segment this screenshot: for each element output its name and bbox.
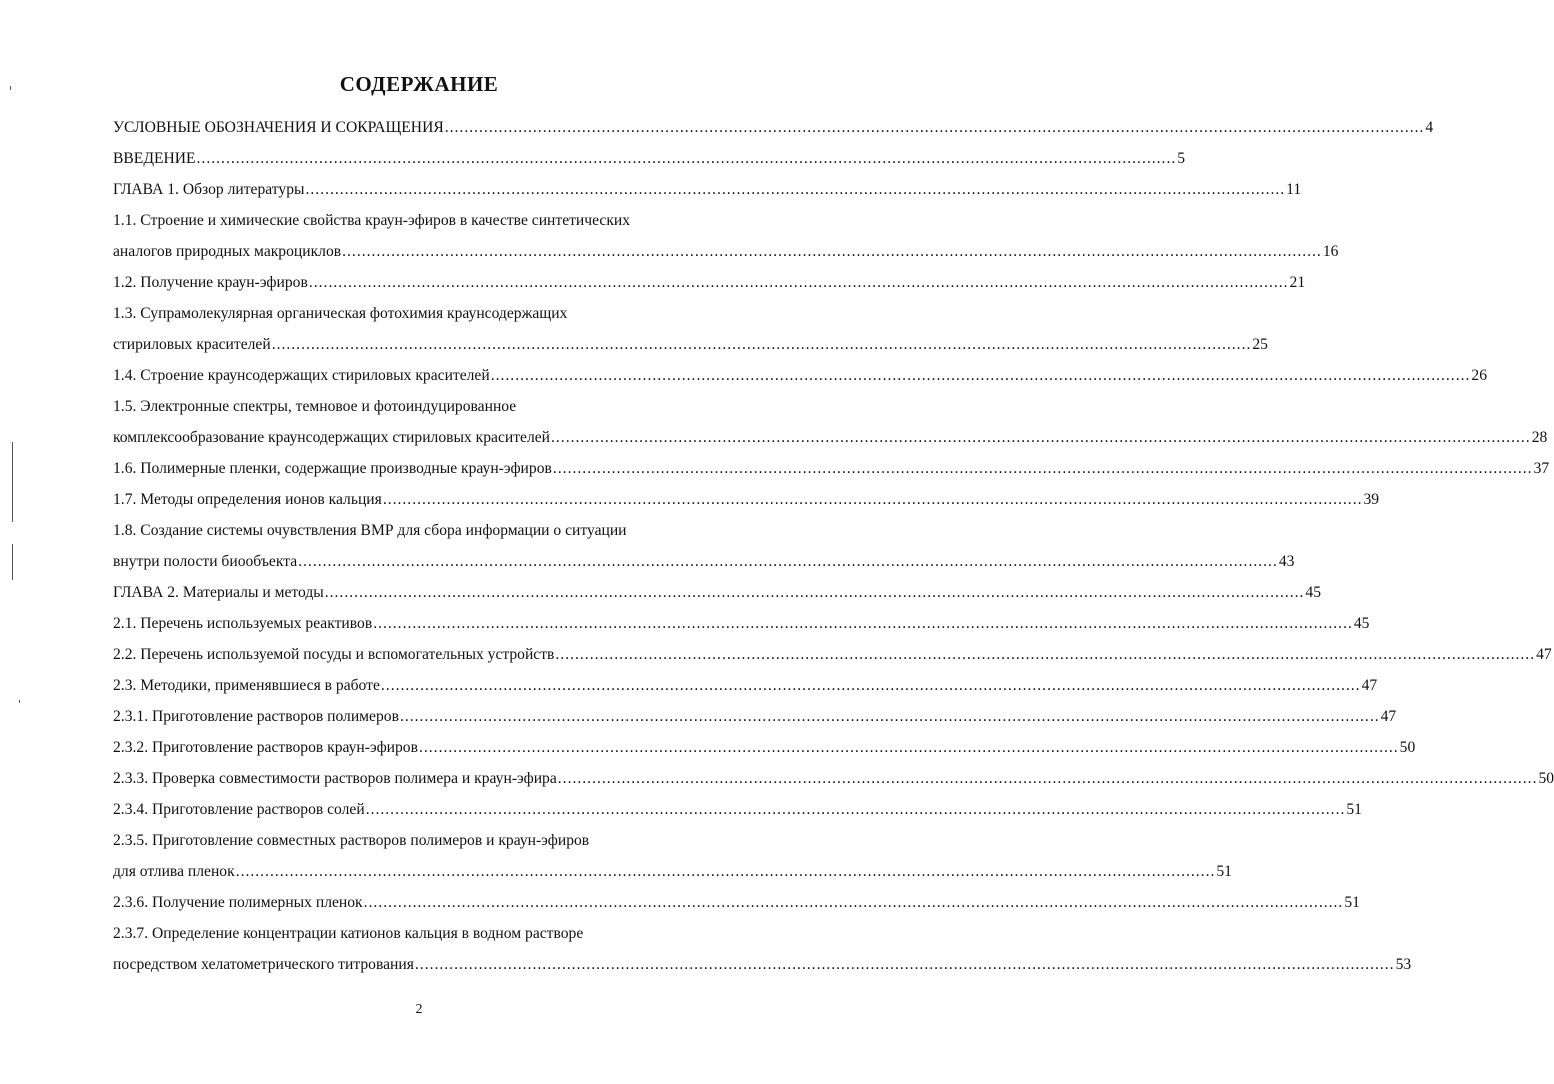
toc-entry-page: 51 bbox=[1346, 801, 1362, 818]
toc-entry-page: 28 bbox=[1531, 429, 1548, 446]
toc-entry-text: 2.3.5. Приготовление совместных растворов полимеров и краун-эфиров bbox=[113, 832, 590, 849]
scan-margin-mark bbox=[12, 544, 13, 580]
toc-entry bbox=[113, 695, 1397, 726]
toc-entry-page: 39 bbox=[1363, 491, 1380, 508]
toc-leader-dots: ........................................................................................................................................................................................................ bbox=[324, 584, 1305, 601]
toc-entry bbox=[113, 943, 1412, 974]
toc-entry-text: посредством хелатометрического титрования bbox=[113, 956, 414, 973]
toc-entry-text: 1.7. Методы определения ионов кальция bbox=[113, 491, 382, 508]
toc-entry-text: УСЛОВНЫЕ ОБОЗНАЧЕНИЯ И СОКРАЩЕНИЯ bbox=[113, 119, 444, 136]
toc-entry-page: 25 bbox=[1252, 336, 1268, 353]
toc-entry-text: 1.4. Строение краунсодержащих стириловых красителей bbox=[113, 367, 490, 384]
table-of-contents bbox=[113, 106, 1554, 974]
toc-leader-dots: ........................................................................................................................................................................................................ bbox=[557, 770, 1538, 787]
toc-entry bbox=[113, 788, 1362, 819]
toc-entry-page: 50 bbox=[1399, 739, 1416, 756]
toc-entry-page: 50 bbox=[1538, 770, 1554, 787]
toc-entry-page: 51 bbox=[1216, 863, 1232, 880]
toc-entry-text: ГЛАВА 1. Обзор литературы bbox=[113, 181, 305, 198]
toc-entry bbox=[113, 819, 733, 850]
toc-entry-page: 53 bbox=[1395, 956, 1412, 973]
toc-leader-dots: ........................................................................................................................................................................................................ bbox=[196, 150, 1177, 167]
toc-entry bbox=[113, 323, 1268, 354]
toc-entry-page: 16 bbox=[1322, 243, 1339, 260]
toc-entry-page: 45 bbox=[1305, 584, 1322, 601]
toc-entry-text: 1.2. Получение краун-эфиров bbox=[113, 274, 308, 291]
toc-entry-text: 1.6. Полимерные пленки, содержащие производные краун-эфиров bbox=[113, 460, 552, 477]
toc-leader-dots: ........................................................................................................................................................................................................ bbox=[418, 739, 1399, 756]
toc-entry bbox=[113, 664, 1378, 695]
toc-entry bbox=[113, 199, 733, 230]
toc-entry bbox=[113, 912, 733, 943]
toc-leader-dots: ........................................................................................................................................................................................................ bbox=[490, 367, 1471, 384]
toc-entry-page: 37 bbox=[1533, 460, 1550, 477]
toc-entry-page: 47 bbox=[1380, 708, 1397, 725]
toc-entry-text: стириловых красителей bbox=[113, 336, 271, 353]
toc-entry-page: 51 bbox=[1344, 894, 1360, 911]
toc-entry-text: ГЛАВА 2. Материалы и методы bbox=[113, 584, 324, 601]
toc-leader-dots: ........................................................................................................................................................................................................ bbox=[444, 119, 1425, 136]
toc-leader-dots: ........................................................................................................................................................................................................ bbox=[414, 956, 1395, 973]
toc-entry-page: 47 bbox=[1536, 646, 1552, 663]
toc-entry-page: 4 bbox=[1425, 119, 1434, 136]
toc-entry-text: 1.1. Строение и химические свойства краун-эфиров в качестве синтетических bbox=[113, 212, 631, 229]
toc-entry bbox=[113, 726, 1416, 757]
toc-entry-text: 2.1. Перечень используемых реактивов bbox=[113, 615, 373, 632]
scan-margin-mark bbox=[19, 700, 20, 703]
toc-entry-text: 1.3. Супрамолекулярная органическая фотохимия краунсодержащих bbox=[113, 305, 568, 322]
toc-entry-text: 2.2. Перечень используемой посуды и вспомогательных устройств bbox=[113, 646, 555, 663]
toc-entry bbox=[113, 292, 733, 323]
toc-leader-dots: ........................................................................................................................................................................................................ bbox=[551, 429, 1531, 446]
toc-entry bbox=[113, 540, 1295, 571]
toc-leader-dots: ........................................................................................................................................................................................................ bbox=[271, 336, 1252, 353]
toc-entry bbox=[113, 509, 733, 540]
toc-entry-text: внутри полости биообъекта bbox=[113, 553, 298, 570]
toc-entry bbox=[113, 416, 1548, 447]
toc-leader-dots: ........................................................................................................................................................................................................ bbox=[305, 181, 1286, 198]
toc-entry-text: для отлива пленок bbox=[113, 863, 235, 880]
scan-margin-mark bbox=[10, 86, 11, 90]
toc-entry bbox=[113, 354, 1487, 385]
toc-leader-dots: ........................................................................................................................................................................................................ bbox=[373, 615, 1353, 632]
toc-entry-page: 5 bbox=[1177, 150, 1186, 167]
toc-leader-dots: ........................................................................................................................................................................................................ bbox=[363, 894, 1344, 911]
toc-entry-text: 2.3.4. Приготовление растворов солей bbox=[113, 801, 365, 818]
toc-entry bbox=[113, 478, 1380, 509]
toc-leader-dots: ........................................................................................................................................................................................................ bbox=[382, 491, 1363, 508]
toc-leader-dots: ........................................................................................................................................................................................................ bbox=[399, 708, 1380, 725]
toc-entry-page: 45 bbox=[1353, 615, 1370, 632]
toc-entry bbox=[113, 602, 1370, 633]
toc-entry bbox=[113, 850, 1232, 881]
page-title: СОДЕРЖАНИЕ bbox=[339, 72, 499, 96]
toc-leader-dots: ........................................................................................................................................................................................................ bbox=[552, 460, 1533, 477]
toc-leader-dots: ........................................................................................................................................................................................................ bbox=[342, 243, 1322, 260]
toc-leader-dots: ........................................................................................................................................................................................................ bbox=[365, 801, 1346, 818]
toc-entry-text: комплексообразование краунсодержащих стириловых красителей bbox=[113, 429, 550, 446]
toc-entry bbox=[113, 757, 1554, 788]
toc-entry-text: 1.8. Создание системы очувствления ВМР для сбора информации о ситуации bbox=[113, 522, 627, 539]
toc-entry bbox=[113, 633, 1552, 664]
toc-entry-page: 11 bbox=[1286, 181, 1302, 198]
toc-leader-dots: ........................................................................................................................................................................................................ bbox=[235, 863, 1216, 880]
toc-leader-dots: ........................................................................................................................................................................................................ bbox=[555, 646, 1536, 663]
toc-entry bbox=[113, 168, 1302, 199]
toc-entry-text: аналогов природных макроциклов bbox=[113, 243, 342, 260]
toc-entry-text: 2.3.1. Приготовление растворов полимеров bbox=[113, 708, 399, 725]
toc-entry bbox=[113, 571, 1322, 602]
page-number: 2 bbox=[415, 1002, 423, 1017]
toc-entry-text: 2.3.6. Получение полимерных пленок bbox=[113, 894, 363, 911]
toc-entry-text: 2.3. Методики, применявшиеся в работе bbox=[113, 677, 380, 694]
toc-entry-page: 43 bbox=[1278, 553, 1295, 570]
toc-entry-page: 26 bbox=[1471, 367, 1487, 384]
scan-margin-mark bbox=[12, 442, 13, 522]
toc-entry bbox=[113, 385, 733, 416]
toc-entry-text: 2.3.2. Приготовление растворов краун-эфиров bbox=[113, 739, 418, 756]
toc-entry-text: 2.3.7. Определение концентрации катионов кальция в водном растворе bbox=[113, 925, 584, 942]
toc-leader-dots: ........................................................................................................................................................................................................ bbox=[298, 553, 1278, 570]
toc-entry-text: ВВЕДЕНИЕ bbox=[113, 150, 196, 167]
toc-entry bbox=[113, 261, 1306, 292]
toc-entry bbox=[113, 881, 1360, 912]
toc-entry bbox=[113, 137, 1186, 168]
toc-entry-text: 2.3.3. Проверка совместимости растворов полимера и краун-эфира bbox=[113, 770, 557, 787]
toc-leader-dots: ........................................................................................................................................................................................................ bbox=[308, 274, 1289, 291]
toc-entry-page: 21 bbox=[1289, 274, 1306, 291]
toc-entry-text: 1.5. Электронные спектры, темновое и фотоиндуцированное bbox=[113, 398, 517, 415]
toc-entry bbox=[113, 106, 1434, 137]
toc-entry bbox=[113, 447, 1550, 478]
toc-entry-page: 47 bbox=[1361, 677, 1378, 694]
toc-leader-dots: ........................................................................................................................................................................................................ bbox=[380, 677, 1361, 694]
toc-entry bbox=[113, 230, 1339, 261]
